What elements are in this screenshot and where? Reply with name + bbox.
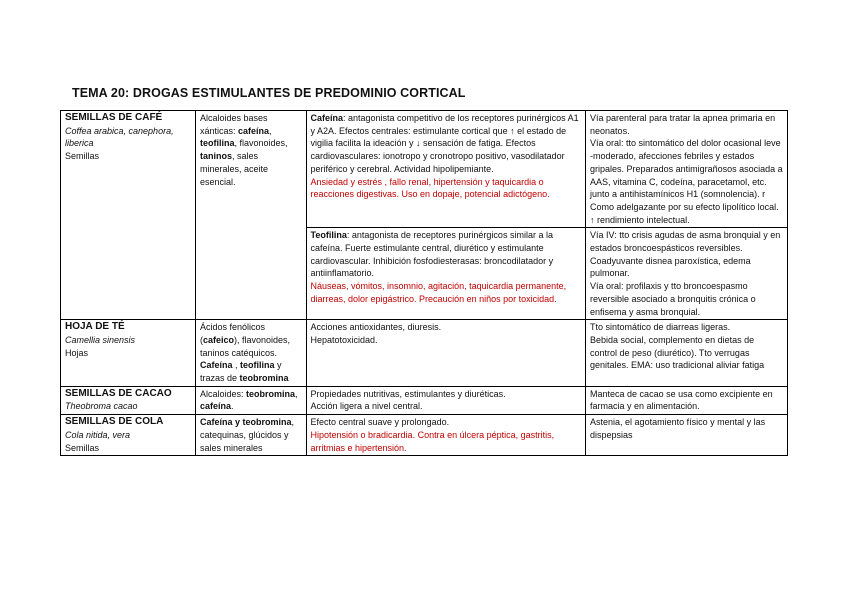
cafe-components-cell — [195, 111, 306, 320]
cacao-effects-cell — [306, 386, 586, 414]
table-row-cacao — [61, 386, 788, 414]
page-title: TEMA 20: DROGAS ESTIMULANTES DE PREDOMINIO CORTICAL — [72, 86, 466, 100]
cacao-uses-text: Manteca de cacao se usa como excipiente en farmacia y en alimentación. — [590, 388, 773, 412]
cafe-teofilina-effects-cell — [306, 228, 586, 320]
cacao-components-cell — [195, 386, 306, 414]
te-components-cell — [195, 320, 306, 387]
cacao-drug-cell — [61, 386, 196, 414]
cola-species: Cola nitida, vera — [65, 429, 131, 440]
cola-part: Semillas — [65, 442, 100, 453]
te-comp-cafeico: cafeico — [202, 334, 234, 345]
cafeina-lead: Cafeína — [310, 113, 344, 123]
te-comp-sep: , — [232, 360, 240, 371]
teofilina-adverse-text: Náuseas, vómitos, insomnio, agitación, taquicardia permanente, diarreas, dolor epigástrico. Precaución en niños por toxicidad. — [310, 281, 567, 304]
cola-uses-text: Astenia, el agotamiento físico y mental y las dispepsias — [590, 417, 766, 440]
cafe-cafeina-effects-cell — [306, 111, 586, 228]
cola-effects-text: Efecto central suave y prolongado. — [310, 417, 450, 428]
te-effects-text: Acciones antioxidantes, diuresis. Hepatotoxicidad. — [310, 322, 442, 345]
cafe-comp-text: Alcaloides bases xánticas: — [199, 113, 268, 136]
cacao-comp-teobromina: teobromina — [246, 388, 296, 399]
cafe-name: SEMILLAS DE CAFÉ — [65, 112, 163, 123]
cafe-comp-cafeina: cafeína — [238, 125, 270, 136]
te-comp-cafeina: Cafeína — [199, 360, 233, 371]
cola-comp-alkaloids: Cafeína y teobromina — [199, 417, 292, 428]
cacao-uses-cell — [586, 386, 788, 414]
cafe-species: Coffea arabica, canephora, liberica — [65, 125, 174, 149]
cola-effects-cell — [306, 415, 586, 456]
table-row-cafe — [61, 111, 788, 228]
cola-adverse-text: Hipotensión o bradicardia. Contra en úlcera péptica, gastritis, arritmias e hipertensión. — [310, 429, 555, 453]
cafeina-adverse-text: Ansiedad y estrés , fallo renal, hipertensión y taquicardia o reacciones digestivas. Uso en dopaje, potencial adictógeno. — [310, 176, 550, 200]
cola-comp-rest: , catequinas, glúcidos y sales minerales — [199, 417, 295, 453]
cacao-comp-cafeina: cafeína — [199, 401, 231, 412]
table-row-cola — [61, 415, 788, 456]
cola-uses-cell — [586, 415, 788, 456]
cola-components-cell — [195, 415, 306, 456]
cola-drug-cell — [61, 415, 196, 456]
drug-table — [60, 110, 788, 456]
cola-name: SEMILLAS DE COLA — [65, 416, 164, 428]
teofilina-lead: Teofilina — [310, 230, 347, 241]
cafe-comp-teofilina: teofilina — [199, 138, 235, 149]
teofilina-uses-text: Vía IV: tto crisis agudas de asma bronquial y en estados broncoespásticos reversibles. Coadyuvante disnea paroxística, edema pulmonar. Vía oral: profilaxis y tto broncoespasmo reversible asociado a bronquitis crónica o enfisema y asma bronquial. — [590, 230, 781, 317]
cafe-part: Semillas — [65, 151, 100, 162]
cafeina-text: : antagonista competitivo de los receptores purinérgicos A1 y A2A. Efectos centrales: estimulante cortical que ↑ el estado de vigilia facilita la ideación y ↓ sensación de fatiga. Efectos cardiovasculares: ionotropo y cronotropo positivo, vasodilatador periférico y cerebral. Actividad hipolipemiante. — [310, 113, 579, 174]
cafe-comp-taninos: taninos — [199, 151, 232, 162]
te-effects-cell — [306, 320, 586, 387]
te-uses-cell — [586, 320, 788, 387]
te-uses-text: Tto sintomático de diarreas ligeras. Bebida social, complemento en dietas de control de peso (diurético). Tto verrugas genitales. EMA: uso tradicional aliviar fatiga — [590, 322, 765, 371]
table-row-te — [61, 320, 788, 387]
te-comp-trazas: y trazas de — [199, 360, 282, 384]
te-comp-text: Ácidos fenólicos ( — [199, 322, 266, 345]
cafe-cafeina-uses-cell — [586, 111, 788, 228]
cafe-drug-cell — [61, 111, 196, 320]
te-comp-teofilina: teofilina — [240, 360, 275, 371]
te-species: Camellia sinensis — [65, 334, 136, 345]
teofilina-text: : antagonista de receptores purinérgicos similar a la cafeína. Fuerte estimulante central, diurético y estimulante cardiovascular. Inhibición fosfodiesterasas: broncodilatador y antiinflamatorio. — [310, 230, 554, 279]
cafe-teofilina-uses-cell — [586, 228, 788, 320]
cacao-name: SEMILLAS DE CACAO — [65, 387, 172, 399]
te-part: Hojas — [65, 347, 89, 358]
te-comp-teobromina: teobromina — [239, 373, 289, 384]
cafe-comp-sep: , — [269, 125, 272, 136]
te-drug-cell — [61, 320, 196, 387]
cacao-comp-end: . — [231, 401, 234, 412]
cacao-species: Theobroma cacao — [65, 401, 138, 412]
cafe-comp-flav: , flavonoides, — [234, 138, 288, 149]
cacao-comp-text: Alcaloides: — [199, 388, 246, 399]
te-comp-flav: ), flavonoides, taninos catéquicos. — [199, 334, 291, 358]
cafeina-uses-text: Vía parenteral para tratar la apnea primaria en neonatos. Vía oral: tto sintomático del dolor ocasional leve -moderado, afecciones febriles y estados gripales. Preparados antimigrañosos asociada a AAS, vitamina C, codeína, paracetamol, etc. junto a antihistamínicos H1 (somnolencia). r Como adelgazante por su efecto lipolítico local. ↑ rendimiento intelectual. — [590, 113, 783, 225]
cacao-comp-sep: , — [295, 388, 298, 399]
te-name: HOJA DE TÉ — [65, 321, 125, 333]
cacao-effects-text: Propiedades nutritivas, estimulantes y diuréticas. Acción ligera a nivel central. — [310, 388, 506, 412]
cafe-comp-rest: , sales minerales, aceite esencial. — [199, 151, 269, 187]
